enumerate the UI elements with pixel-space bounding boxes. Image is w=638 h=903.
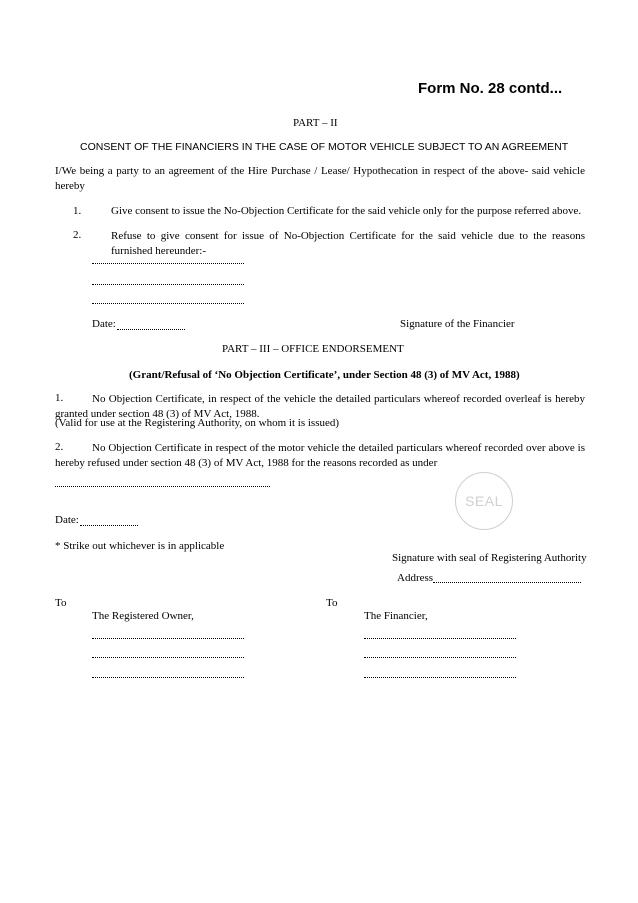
owner-address-line-3[interactable]: [92, 677, 244, 678]
part3-item1-note: (Valid for use at the Registering Authority, on whom it is issued): [55, 417, 340, 429]
to-financier-label: To: [326, 597, 338, 609]
part2-item2-number: 2.: [73, 229, 82, 241]
part2-intro: I/We being a party to an agreement of the Hire Purchase / Lease/ Hypothecation in respect of the above- said vehicle hereby: [55, 165, 585, 192]
form-number: Form No. 28 contd...: [418, 80, 563, 97]
refusal-reason-line[interactable]: [55, 486, 270, 487]
part3-item2-number: 2.: [55, 441, 64, 453]
to-owner-label: To: [55, 597, 67, 609]
part3-title: PART – III – OFFICE ENDORSEMENT: [222, 343, 404, 355]
reason-line-3[interactable]: [92, 303, 244, 304]
part2-date-label: Date:: [92, 318, 116, 330]
part2-title: PART – II: [293, 117, 338, 129]
owner-address-line-2[interactable]: [92, 657, 244, 658]
reason-line-2[interactable]: [92, 284, 244, 285]
part3-item1-text: No Objection Certificate, in respect of the vehicle the detailed particulars whereof recorded overleaf is hereby granted under section 48 (3) of MV Act, 1988.: [55, 393, 585, 420]
financier-address-line-3[interactable]: [364, 677, 516, 678]
financier-signature-label: Signature of the Financier: [400, 318, 515, 330]
reason-line-1[interactable]: [92, 263, 244, 264]
address-field[interactable]: [433, 582, 581, 583]
registered-owner-label: The Registered Owner,: [92, 610, 194, 622]
part3-item1-number: 1.: [55, 392, 64, 404]
seal-stamp: SEAL: [455, 472, 513, 530]
strike-out-note: * Strike out whichever is in applicable: [55, 540, 225, 552]
part2-item1-text: Give consent to issue the No-Objection Certificate for the said vehicle only for the purpose referred above.: [111, 205, 582, 217]
financier-address-line-2[interactable]: [364, 657, 516, 658]
part2-date-field[interactable]: [117, 329, 185, 330]
part2-item2-text: Refuse to give consent for issue of No-Objection Certificate for the said vehicle due to the reasons furnished hereunder:-: [111, 230, 585, 257]
part3-item2-text: No Objection Certificate in respect of the motor vehicle the detailed particulars whereof recorded over above is hereby refused under section 48 (3) of MV Act, 1988 for the reasons recorded as under: [55, 442, 585, 469]
financier-recipient-label: The Financier,: [364, 610, 428, 622]
authority-signature-label: Signature with seal of Registering Authority: [392, 552, 587, 564]
part2-heading: CONSENT OF THE FINANCIERS IN THE CASE OF MOTOR VEHICLE SUBJECT TO AN AGREEMENT: [80, 141, 569, 153]
part3-subtitle: (Grant/Refusal of ‘No Objection Certificate’, under Section 48 (3) of MV Act, 1988): [129, 369, 520, 381]
address-label: Address: [397, 572, 434, 584]
part3-date-label: Date:: [55, 514, 79, 526]
financier-address-line-1[interactable]: [364, 638, 516, 639]
part2-item1-number: 1.: [73, 205, 82, 217]
part3-date-field[interactable]: [80, 525, 138, 526]
owner-address-line-1[interactable]: [92, 638, 244, 639]
